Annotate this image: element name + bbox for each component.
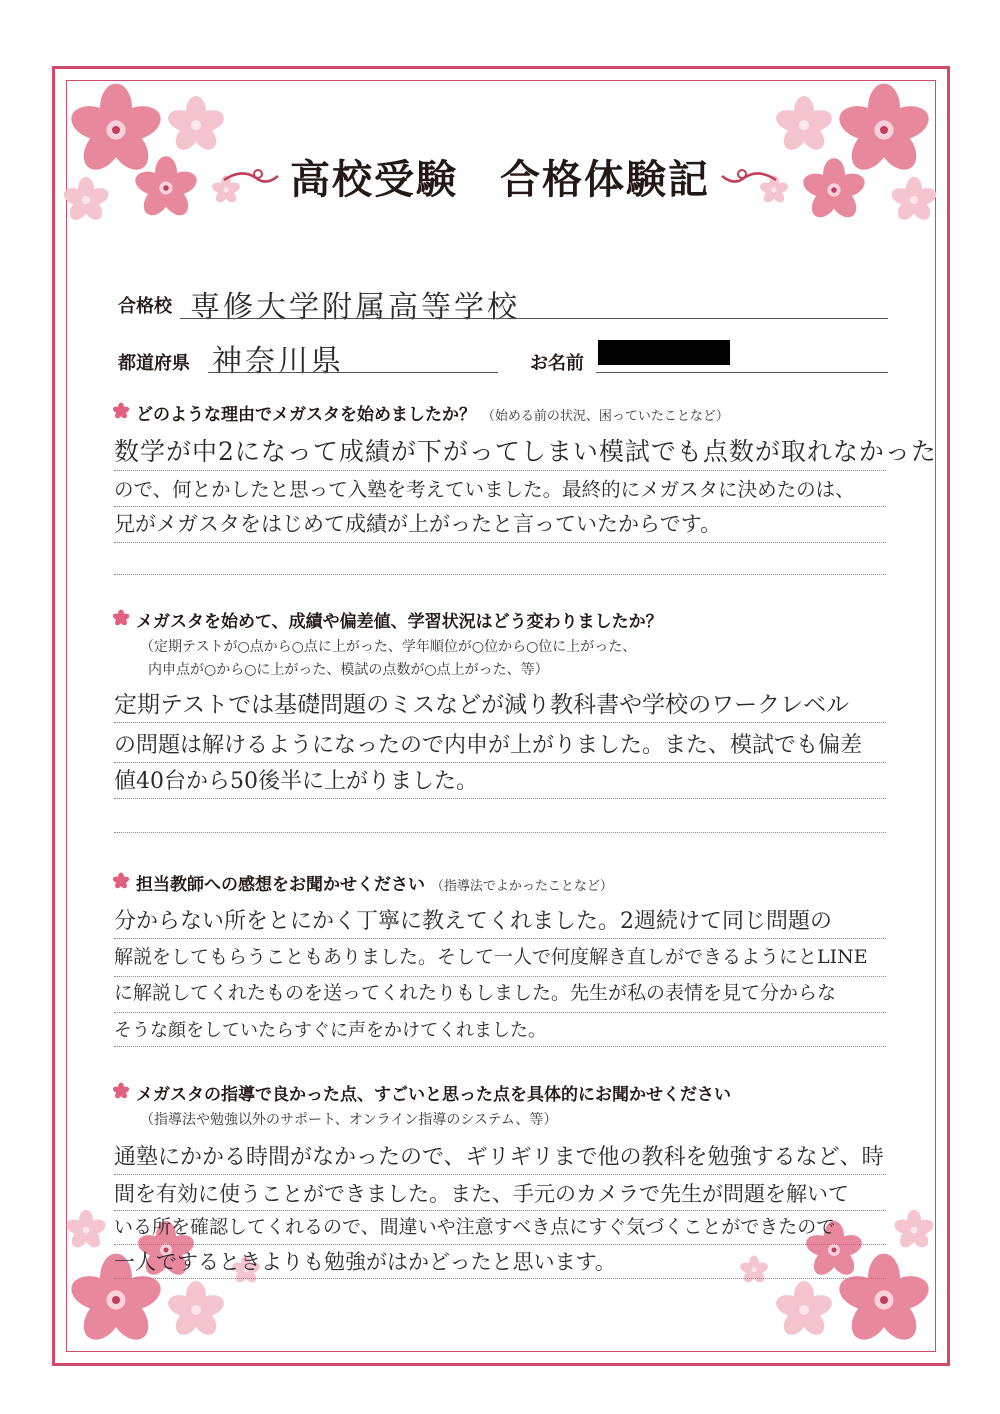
answer-1-line-1: 数学が中2になって成績が下がってしまい模試でも点数が取れなかった	[114, 437, 937, 466]
answer-3-rule-2	[114, 976, 886, 977]
question-4-heading	[136, 1080, 731, 1105]
school-value: 専修大学附属高等学校	[190, 290, 520, 325]
answer-4-rule-1	[114, 1174, 886, 1175]
answer-1-rule-4	[114, 574, 886, 575]
answer-3-line-2: 解説をしてもらうこともありました。そして一人で何度解き直しができるようにとLINE	[114, 946, 868, 968]
answer-2-rule-2	[114, 762, 886, 763]
name-label: お名前	[530, 353, 584, 374]
question-1-title: どのような理由でメガスタを始めましたか？	[136, 405, 476, 425]
answer-4-rule-2	[114, 1210, 886, 1211]
answer-4-line-2: 間を有効に使うことができました。また、手元のカメラで先生が問題を解いて	[114, 1182, 849, 1206]
answer-1-rule-1	[114, 470, 886, 471]
school-label: 合格校	[118, 296, 172, 317]
question-2-note-2: 内申点が○から○に上がった、模試の点数が○点上がった、等）	[148, 662, 549, 678]
answer-3-rule-1	[114, 938, 886, 939]
question-2-heading	[136, 607, 663, 632]
answer-2-rule-1	[114, 722, 886, 723]
question-1-heading	[136, 400, 729, 425]
question-3-heading	[136, 870, 613, 895]
answer-2-line-1: 定期テストでは基礎問題のミスなどが減り教科書や学校のワークレベル	[114, 692, 850, 718]
name-redaction	[598, 340, 730, 365]
prefecture-value: 神奈川県	[212, 344, 344, 379]
title-row	[0, 148, 1000, 205]
answer-1-line-2: ので、何とかしたと思って入塾を考えていました。最終的にメガスタに決めたのは、	[114, 478, 855, 501]
question-1-hint: （始める前の状況、困っていたことなど）	[481, 409, 729, 424]
question-4-title: メガスタの指導で良かった点、すごいと思った点を具体的にお聞かせください	[136, 1085, 731, 1105]
answer-3-line-4: そうな顔をしていたらすぐに声をかけてくれました。	[114, 1020, 546, 1041]
page-title: 高校受験 合格体験記	[290, 157, 710, 203]
prefecture-label: 都道府県	[118, 353, 190, 374]
question-3-hint: （指導法でよかったことなど）	[430, 879, 613, 894]
answer-4-rule-4	[114, 1278, 886, 1279]
answer-1-rule-3	[114, 542, 886, 543]
question-2-note-1: （定期テストが○点から○点に上がった、学年順位が○位から○位に上がった、	[140, 639, 637, 655]
answer-3-rule-3	[114, 1012, 886, 1013]
sakura-icon	[112, 609, 130, 627]
answer-2-rule-4	[114, 832, 886, 833]
answer-2-line-3: 値40台から50後半に上がりました。	[114, 769, 478, 794]
sakura-icon	[112, 1082, 130, 1100]
answer-2-rule-3	[114, 798, 886, 799]
answer-3-line-1: 分からない所をとにかく丁寧に教えてくれました。2週続けて同じ問題の	[114, 909, 832, 934]
name-underline	[596, 372, 888, 373]
answer-1-line-3: 兄がメガスタをはじめて成績が上がったと言っていたからです。	[114, 512, 722, 536]
title-flourish-right-icon	[718, 164, 778, 194]
answer-4-line-4: 一人でするときよりも勉強がはかどったと思います。	[114, 1250, 616, 1274]
answer-4-rule-3	[114, 1244, 886, 1245]
answer-3-line-3: に解説してくれたものを送ってくれたりもしました。先生が私の表情を見て分からな	[114, 982, 837, 1004]
sakura-icon	[112, 872, 130, 890]
school-underline	[180, 318, 888, 319]
question-2-title: メガスタを始めて、成績や偏差値、学習状況はどう変わりましたか？	[136, 612, 663, 632]
answer-2-line-2: の問題は解けるようになったので内申が上がりました。また、模試でも偏差	[114, 733, 863, 758]
question-3-title: 担当教師への感想をお聞かせください	[136, 875, 425, 895]
answer-4-line-1: 通塾にかかる時間がなかったので、ギリギリまで他の教科を勉強するなど、時	[114, 1145, 884, 1170]
answer-3-rule-4	[114, 1046, 886, 1047]
question-4-note-1: （指導法や勉強以外のサポート、オンライン指導のシステム、等）	[140, 1112, 558, 1128]
answer-1-rule-2	[114, 506, 886, 507]
prefecture-underline	[208, 372, 498, 373]
answer-4-line-3: いる所を確認してくれるので、間違いや注意すべき点にすぐ気づくことができたので	[114, 1216, 836, 1238]
sakura-icon	[112, 402, 130, 420]
